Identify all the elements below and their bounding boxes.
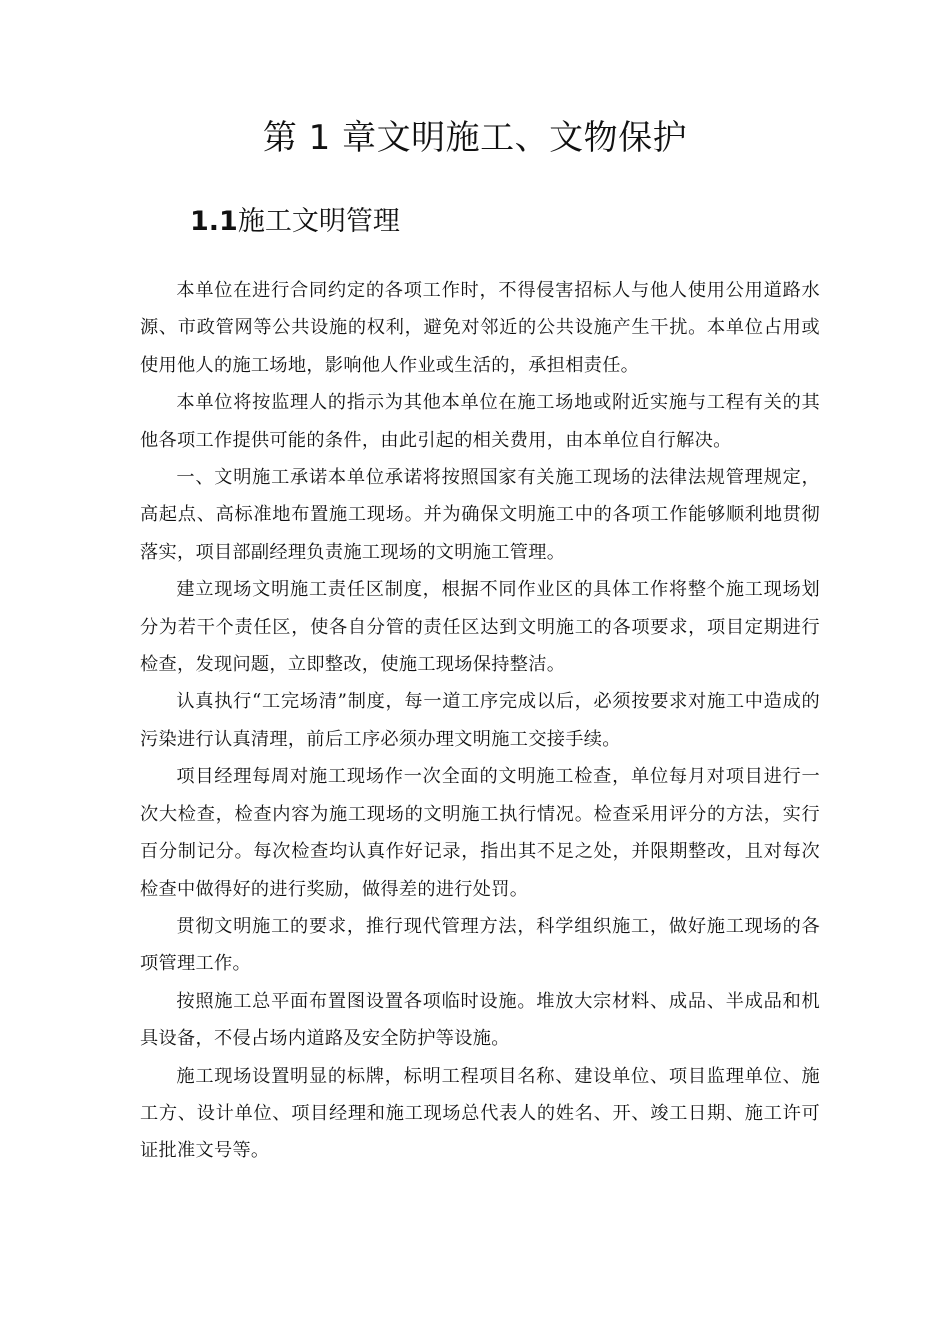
paragraph: 一、文明施工承诺本单位承诺将按照国家有关施工现场的法律法规管理规定，高起点、高标准地布置施工现场。并为确保文明施工中的各项工作能够顺利地贯彻落实，项目部副经理负责施工现场的文明施工管理。 — [140, 467, 820, 563]
section-heading — [190, 200, 400, 244]
paragraph: 贯彻文明施工的要求，推行现代管理方法，科学组织施工，做好施工现场的各项管理工作。 — [140, 915, 820, 975]
paragraph: 本单位在进行合同约定的各项工作时，不得侵害招标人与他人使用公用道路水源、市政管网等公共设施的权利，避免对邻近的公共设施产生干扰。本单位占用或使用他人的施工场地，影响他人作业或生活的，承担相责任。 — [140, 280, 820, 376]
paragraph: 按照施工总平面布置图设置各项临时设施。堆放大宗材料、成品、半成品和机具设备，不侵占场内道路及安全防护等设施。 — [140, 990, 820, 1050]
paragraph: 认真执行“工完场清”制度，每一道工序完成以后，必须按要求对施工中造成的污染进行认真清理，前后工序必须办理文明施工交接手续。 — [140, 691, 820, 750]
section-title: 施工文明管理 — [237, 206, 400, 237]
section-number: 1.1 — [190, 206, 238, 237]
paragraph: 施工现场设置明显的标牌，标明工程项目名称、建设单位、项目监理单位、施工方、设计单位、项目经理和施工现场总代表人的姓名、开、竣工日期、施工许可证批准文号等。 — [140, 1065, 820, 1162]
body-text — [140, 272, 820, 1170]
paragraph: 项目经理每周对施工现场作一次全面的文明施工检查，单位每月对项目进行一次大检查，检查内容为施工现场的文明施工执行情况。检查采用评分的方法，实行百分制记分。每次检查均认真作好记录，指出其不足之处，并限期整改，且对每次检查中做得好的进行奖励，做得差的进行处罚。 — [140, 766, 820, 900]
paragraph: 本单位将按监理人的指示为其他本单位在施工场地或附近实施与工程有关的其他各项工作提供可能的条件，由此引起的相关费用，由本单位自行解决。 — [140, 392, 820, 451]
paragraph: 建立现场文明施工责任区制度，根据不同作业区的具体工作将整个施工现场划分为若干个责任区，使各自分管的责任区达到文明施工的各项要求，项目定期进行检查，发现问题，立即整改，使施工现场保持整洁。 — [140, 579, 820, 676]
chapter-title: 第 1 章文明施工、文物保护 — [262, 118, 688, 158]
